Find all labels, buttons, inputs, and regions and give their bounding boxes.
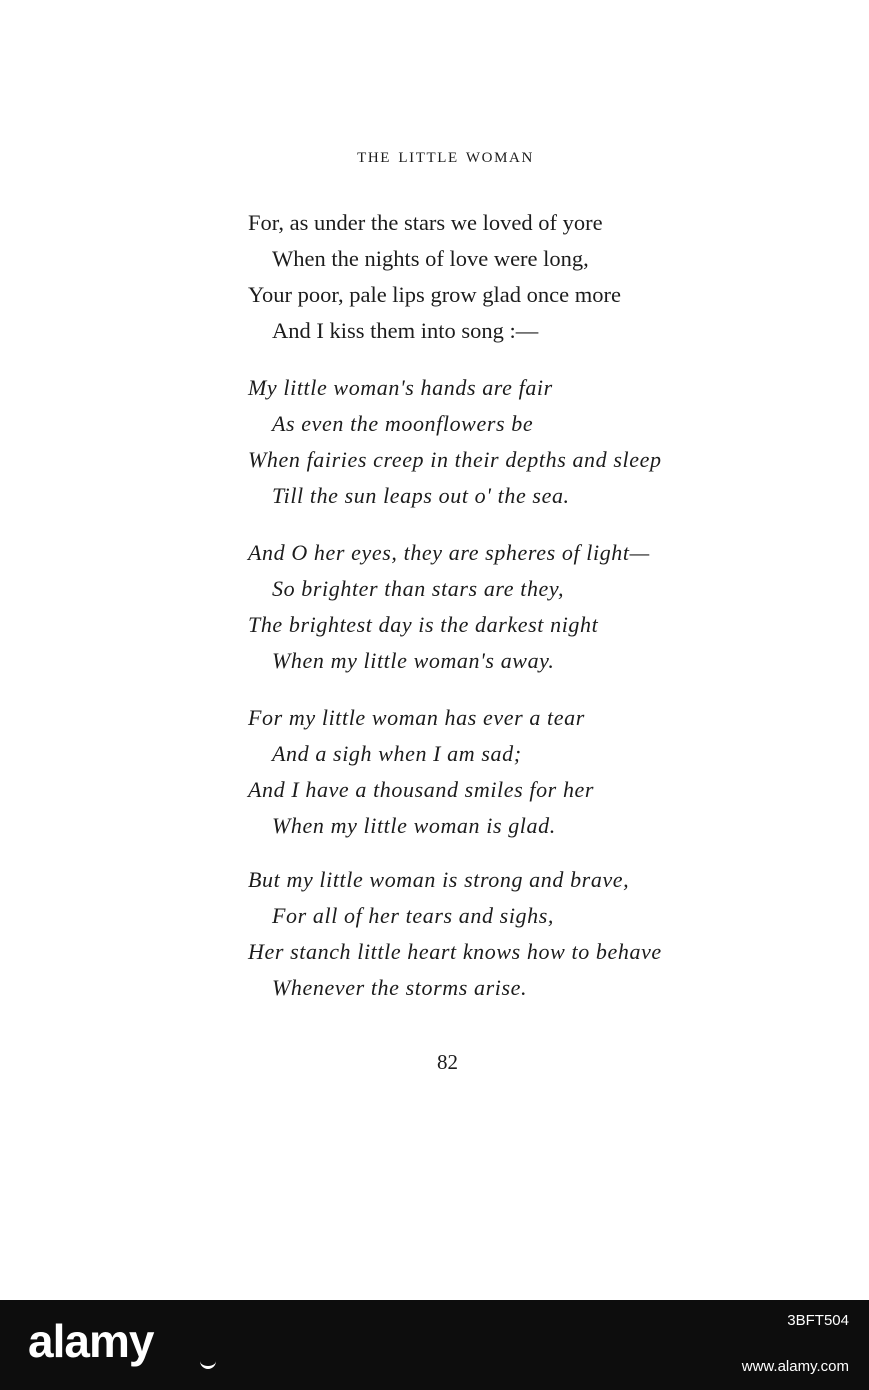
poem-line: Your poor, pale lips grow glad once more [248,282,621,307]
watermark-footer [0,1300,869,1390]
poem-line: And a sigh when I am sad; [272,741,522,766]
site-url[interactable]: www.alamy.com [741,1358,849,1375]
poem-line: And I have a thousand smiles for her [248,777,595,802]
poem-line: So brighter than stars are they, [272,576,565,601]
poem-line: My little woman's hands are fair [248,375,553,400]
stanza-2 [248,370,662,514]
poem-line: When fairies creep in their depths and sleep [248,447,662,472]
brand-logo: alamy [28,1315,154,1367]
running-head: THE LITTLE WOMAN [357,150,534,166]
poem-line: When my little woman is glad. [272,813,556,838]
poem-line: The brightest day is the darkest night [248,612,599,637]
stanza-1 [248,205,621,349]
poem-line: When my little woman's away. [272,648,555,673]
poem-line: Till the sun leaps out o' the sea. [272,483,570,508]
poem-line: For all of her tears and sighs, [272,903,554,928]
stanza-3 [248,535,650,679]
poem-line: For my little woman has ever a tear [248,705,585,730]
poem-line: When the nights of love were long, [272,246,589,271]
poem-line: And I kiss them into song :— [272,318,539,343]
poem-line: But my little woman is strong and brave, [248,867,630,892]
poem-line: Her stanch little heart knows how to behave [248,939,662,964]
image-reference: 3BFT504 [787,1312,849,1329]
poem-line: For, as under the stars we loved of yore [248,210,603,235]
page-number: 82 [437,1050,458,1074]
poem-line: As even the moonflowers be [272,411,534,436]
poem-line: And O her eyes, they are spheres of light— [248,540,650,565]
poem-line: Whenever the storms arise. [272,975,528,1000]
stanza-5 [248,862,662,1006]
stanza-4 [248,700,594,844]
brand-smile-icon [200,1358,216,1369]
